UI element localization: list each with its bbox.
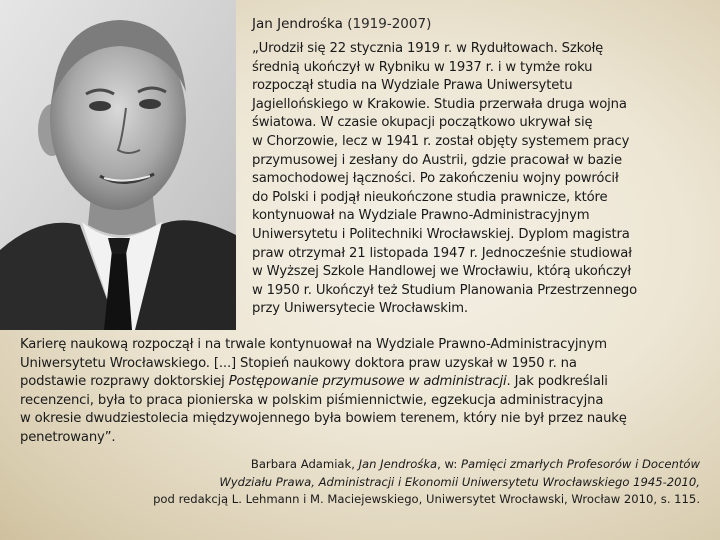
biography-top (252, 40, 712, 319)
citation-author: Barbara Adamiak, (250, 457, 359, 471)
bio-line: samochodowej łączności. Po zakończeniu wojny powrócił (252, 171, 619, 187)
citation-book-title-cont: Wydziału Prawa, Administracji i Ekonomii Uniwersytetu Wrocławskiego 1945-2010, (219, 474, 700, 489)
bio-line: recenzenci, była to praca pionierska w polskim piśmiennictwie, egzekucja administracyjna (20, 392, 604, 408)
bio-line: kontynuował na Wydziale Prawno-Administracyjnym (252, 208, 590, 224)
biography-bottom (20, 336, 710, 448)
citation-article-title: Jan Jendrośka (358, 457, 438, 471)
portrait-photo (0, 0, 236, 330)
bio-text: . Jak podkreślali (506, 374, 608, 390)
source-citation (60, 456, 700, 509)
citation-in: , w: (437, 457, 461, 471)
bio-line: średnią ukończył w Rybniku w 1937 r. i w tymże roku (252, 59, 593, 75)
bio-line: penetrowany”. (20, 429, 116, 445)
bio-line: światowa. W czasie okupacji początkowo ukrywał się (252, 115, 593, 131)
bio-line: Karierę naukową rozpoczął i na trwale kontynuował na Wydziale Prawno-Administracyjnym (20, 337, 607, 352)
bio-line: przymusowej i zesłany do Austrii, gdzie pracował w bazie (252, 152, 622, 168)
bio-line: praw otrzymał 21 listopada 1947 r. Jednocześnie studiował (252, 245, 632, 261)
bio-line: Uniwersytetu Wrocławskiego. [...] Stopień naukowy doktora praw uzyskał w 1950 r. na (20, 355, 577, 371)
citation-line: pod redakcją L. Lehmann i M. Maciejewskiego, Uniwersytet Wrocławski, Wrocław 2010, s. 115. (153, 492, 700, 506)
bio-line: do Polski i podjął nieukończone studia prawnicze, które (252, 189, 608, 205)
bio-line: w okresie dwudziestolecia międzywojennego była bowiem terenem, który nie był przez naukę (20, 411, 627, 427)
bio-line: w Chorzowie, lecz w 1941 r. został objęty systemem pracy (252, 133, 630, 149)
bio-line (20, 373, 710, 392)
bio-line: Jagiellońskiego w Krakowie. Studia przerwała druga wojna (252, 96, 627, 112)
person-header (252, 14, 712, 34)
bio-line: rozpoczął studia na Wydziale Prawa Uniwersytetu (252, 78, 573, 94)
life-dates: (1919-2007) (347, 16, 432, 32)
portrait-image (0, 0, 236, 330)
dissertation-title: Postępowanie przymusowe w administracji (228, 374, 507, 390)
bio-line: przy Uniwersytecie Wrocławskim. (252, 301, 468, 317)
bio-line: „Urodził się 22 stycznia 1919 r. w Rydułtowach. Szkołę (252, 41, 604, 56)
bio-text: podstawie rozprawy doktorskiej (20, 374, 229, 390)
person-name: Jan Jendrośka (252, 16, 343, 32)
citation-line (60, 456, 700, 474)
bio-line: w Wyższej Szkole Handlowej we Wrocławiu, którą ukończył (252, 264, 631, 280)
citation-line (60, 474, 700, 492)
bio-line: Uniwersytetu i Politechniki Wrocławskiej. Dyplom magistra (252, 226, 630, 242)
bio-line: w 1950 r. Ukończył też Studium Planowania Przestrzennego (252, 282, 638, 298)
citation-book-title: Pamięci zmarłych Profesorów i Docentów (460, 457, 700, 471)
